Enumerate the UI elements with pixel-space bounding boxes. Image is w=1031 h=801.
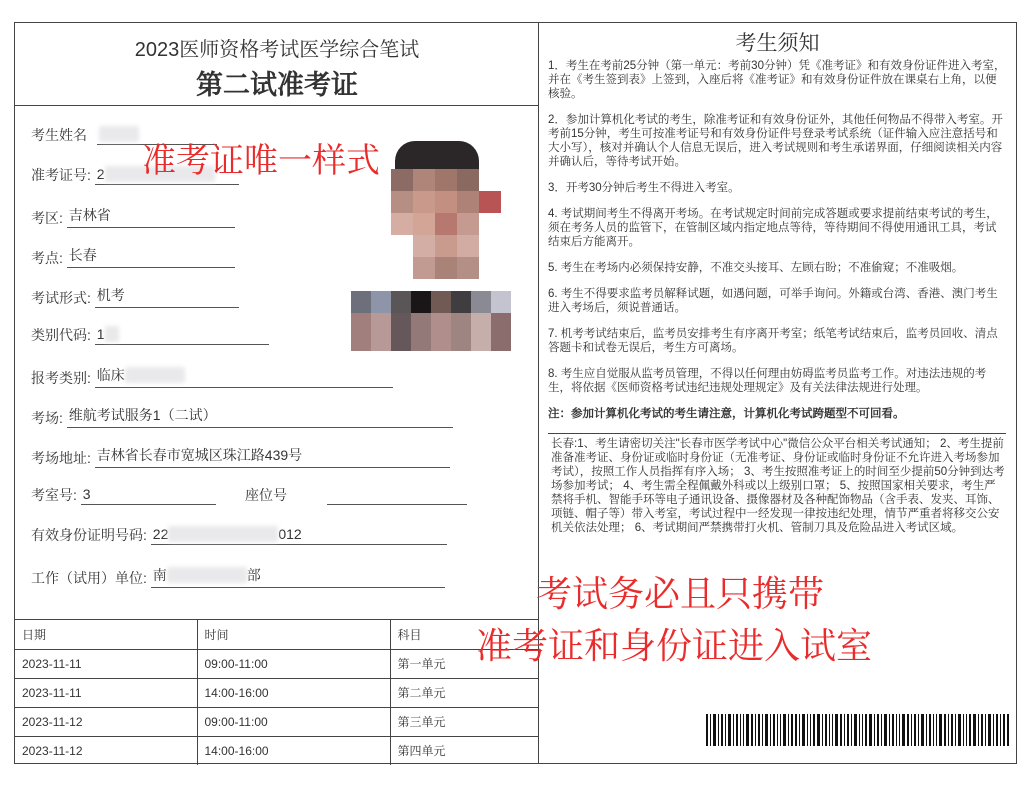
field-seat-label: 座位号 — [245, 487, 287, 503]
field-room — [31, 485, 216, 505]
exam-schedule-table — [15, 619, 539, 763]
field-venue — [31, 405, 453, 428]
ticket-title-line1: 2023医师资格考试医学综合笔试 — [134, 39, 420, 61]
notice-divider — [548, 433, 1006, 434]
cell-subject: 第四单元 — [397, 744, 446, 759]
table-header-row — [15, 620, 539, 649]
col-header-time: 时间 — [197, 620, 390, 649]
notice-title: 考生须知 — [735, 32, 820, 55]
field-name-label: 考生姓名 — [31, 127, 87, 143]
col-header-date: 日期 — [15, 620, 197, 649]
cell-subject: 第三单元 — [390, 707, 539, 736]
cell-time: 09:00-11:00 — [197, 707, 390, 736]
bring-documents-annotation-line1: 考试务必且只携带 — [536, 574, 825, 615]
field-site — [31, 245, 235, 268]
field-type — [31, 365, 393, 388]
field-seat-value — [327, 487, 467, 505]
cell-date: 2023-11-11 — [15, 678, 197, 707]
field-area — [31, 205, 235, 228]
field-venue-value: 维航考试服务1（二试） — [67, 405, 453, 428]
title-divider — [15, 105, 539, 106]
notice-item: 6. 考生不得要求监考员解释试题，如遇问题，可举手询问。外籍或台湾、香港、澳门考生进入考场后，须说普通话。 — [548, 288, 998, 314]
table-row — [15, 649, 539, 678]
notice-item: 2．参加计算机化考试的考生，除准考证和有效身份证外，其他任何物品不得带入考室。开考前15分钟，考生可按准考证号和有效身份证件号登录考试系统（证件输入应注意括号和大小写），核对并确认个人信息无误后，进入考试规则和考生承诺界面，仔细阅读相关内容并确认后，等待考试开始。 — [548, 114, 1003, 168]
field-category-label: 类别代码: — [31, 327, 91, 343]
notice-item: 5. 考生在考场内必须保持安静，不准交头接耳、左顾右盼；不准偷窥；不准吸烟。 — [548, 262, 964, 274]
cell-time: 09:00-11:00 — [197, 649, 390, 678]
field-room-value: 3 — [81, 486, 216, 505]
cell-date: 2023-11-12 — [15, 736, 197, 765]
field-seat — [245, 485, 467, 505]
barcode — [706, 714, 1010, 746]
ticket-title-line2: 第二试准考证 — [196, 70, 358, 100]
field-category — [31, 325, 269, 345]
cell-date: 2023-11-11 — [15, 649, 197, 678]
field-work — [31, 565, 445, 588]
table-row — [15, 678, 539, 707]
cell-date: 2023-11-12 — [15, 707, 197, 736]
field-venue-label: 考场: — [31, 410, 63, 426]
notice-item: 3．开考30分钟后考生不得进入考室。 — [548, 182, 740, 194]
notice-item: 8. 考生应自觉服从监考员管理，不得以任何理由妨碍监考员监考工作。对违法违规的考生，将依据《医师资格考试违纪违规处理规定》及有关法律法规进行处理。 — [548, 368, 987, 394]
table-row — [15, 707, 539, 736]
field-type-label: 报考类别: — [31, 370, 91, 386]
field-id — [31, 525, 447, 545]
field-address-value: 吉林省长春市宽城区珠江路439号 — [95, 445, 450, 468]
field-work-value: 南 部 — [151, 565, 445, 588]
field-type-value: 临床 — [95, 365, 393, 388]
cell-time: 14:00-16:00 — [197, 678, 390, 707]
table-row — [15, 736, 539, 765]
field-mode — [31, 285, 239, 308]
field-site-label: 考点: — [31, 250, 63, 266]
field-mode-value: 机考 — [95, 285, 239, 308]
bring-documents-annotation-line2: 准考证和身份证进入试室 — [476, 626, 873, 667]
field-category-value: 1 — [95, 326, 269, 345]
field-room-label: 考室号: — [31, 487, 77, 503]
field-mode-label: 考试形式: — [31, 290, 91, 306]
field-id-value: 22 012 — [151, 526, 447, 545]
col-header-subject: 科目 — [390, 620, 539, 649]
notice-note: 注：参加计算机化考试的考生请注意，计算机化考试跨题型不可回看。 — [548, 408, 905, 420]
field-area-value: 吉林省 — [67, 205, 235, 228]
field-site-value: 长春 — [67, 245, 235, 268]
local-notice: 长春:1、考生请密切关注"长春市医学考试中心"微信公众平台相关考试通知； 2、考生提前准备准考证、身份证或临时身份证（无准考证、身份证或临时身份证不允许进入考场参加考试），按照工作人员指挥有序入场； 3、考生按照准考证上的时间至少提前50分钟到达考场参加考试； 4、考生需全程佩戴外科或以上级别口罩； 5、按照国家相关要求，考生严禁将手机、智能手环等电子通讯设备、摄像器材及各种配饰物品（含手表、发夹、耳饰、项链、帽子等）带入考室，考试过程中一经发现一律按违纪处理，情节严重者将移交公安机关依法处理； 6、考试期间严禁携带打火机、管制刀具及危险品进入考试区域。 — [551, 438, 1005, 534]
field-address — [31, 445, 450, 468]
cell-subject: 第二单元 — [390, 678, 539, 707]
field-ticket-label: 准考证号: — [31, 167, 91, 183]
field-ticket-value: 2 — [95, 166, 239, 185]
cell-time: 14:00-16:00 — [197, 736, 390, 765]
notice-item: 1．考生在考前25分钟（第一单元：考前30分钟）凭《准考证》和有效身份证件进入考室，并在《考生签到表》上签到，入座后将《准考证》和有效身份证件放在课桌右上角，以便核验。 — [548, 60, 1006, 100]
notice-item: 4. 考试期间考生不得离开考场。在考试规定时间前完成答题或要求提前结束考试的考生，须在考务人员的监管下，在管制区域内指定地点等待，等待期间不得使用通讯工具，考试结束后方能离开。 — [548, 208, 998, 248]
cell-subject: 第一单元 — [390, 649, 539, 678]
field-address-label: 考场地址: — [31, 450, 91, 466]
notice-item: 7. 机考考试结束后，监考员安排考生有序离开考室；纸笔考试结束后，监考员回收、清点答题卡和试卷无误后，考生方可离场。 — [548, 328, 998, 354]
field-work-label: 工作（试用）单位: — [31, 570, 147, 586]
notice-list — [548, 59, 1006, 433]
field-area-label: 考区: — [31, 210, 63, 226]
field-id-label: 有效身份证明号码: — [31, 527, 147, 543]
unique-style-annotation: 准考证唯一样式 — [142, 141, 380, 181]
